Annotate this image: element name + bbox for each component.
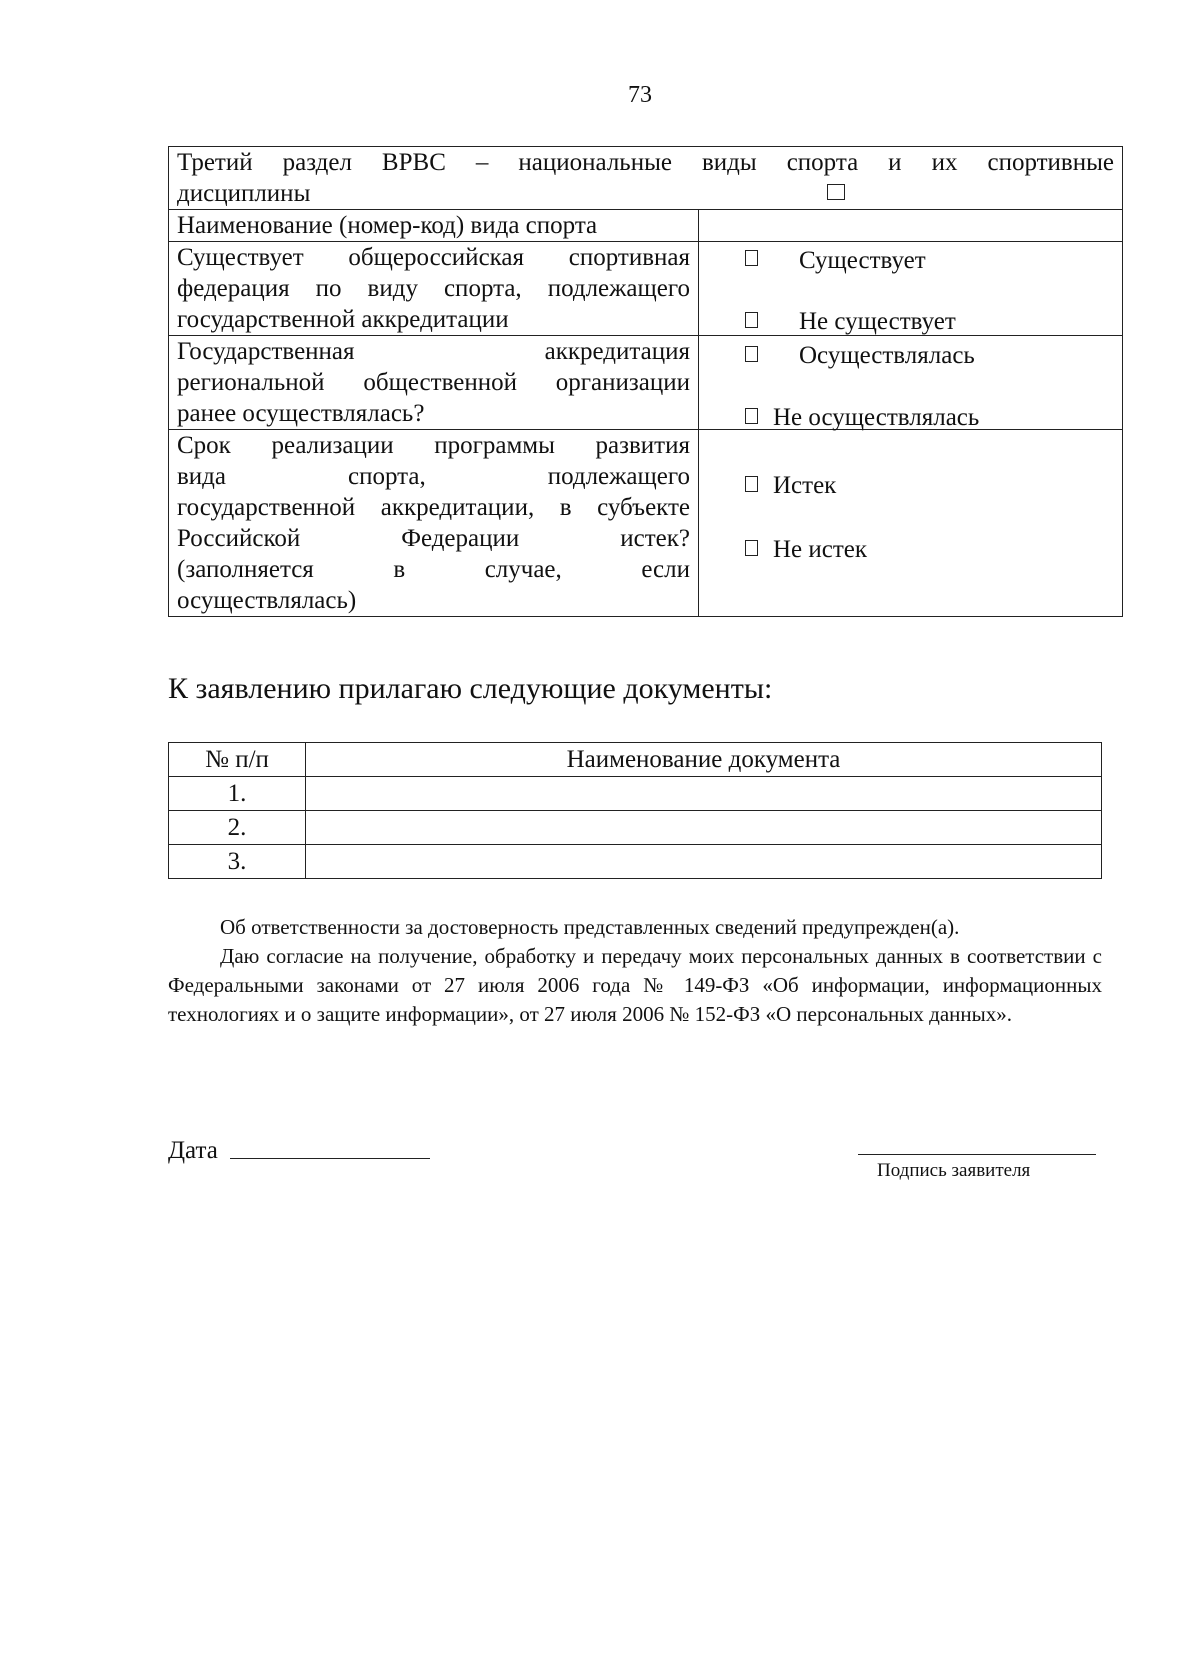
- attachments-heading: К заявлению прилагаю следующие документы:: [168, 672, 773, 705]
- documents-table: [168, 742, 1102, 879]
- table-row: [169, 777, 1102, 811]
- accreditation-not-done-checkbox[interactable]: [745, 408, 758, 424]
- page-number: 73: [628, 82, 652, 108]
- accreditation-question: Государственная аккредитация региональной общественной организации ранее осуществлялась?: [169, 336, 699, 430]
- section-title: [169, 147, 1123, 210]
- accreditation-options: [699, 336, 1123, 430]
- section-title-line2: дисциплины: [177, 180, 311, 207]
- signature-field[interactable]: [858, 1154, 1096, 1155]
- program-expired-label: Истек: [773, 472, 837, 499]
- date-label: Дата: [168, 1137, 218, 1164]
- application-form-table: [168, 146, 1123, 617]
- accreditation-done-checkbox[interactable]: [745, 346, 758, 362]
- col-name-header: Наименование документа: [306, 743, 1102, 777]
- federation-exists-checkbox[interactable]: [745, 250, 758, 266]
- document-name-field[interactable]: [306, 777, 1102, 811]
- col-number-header: № п/п: [169, 743, 306, 777]
- consent-statement: Даю согласие на получение, обработку и передачу моих персональных данных в соответствии с Федеральными законами от 27 июля 2006 года № 149-ФЗ «Об информации, информационных технологиях и о защите информации», от 27 июля 2006 № 152-ФЗ «О персональных данных».: [168, 944, 1102, 1026]
- program-not-expired-label: Не истек: [773, 536, 868, 563]
- program-not-expired-checkbox[interactable]: [745, 540, 758, 556]
- signature-label: Подпись заявителя: [877, 1160, 1031, 1181]
- table-row: [169, 845, 1102, 879]
- row-number: 2.: [169, 811, 306, 845]
- accreditation-done-label: Осуществлялась: [799, 342, 975, 369]
- federation-exists-label: Существует: [799, 247, 926, 274]
- program-expired-checkbox[interactable]: [745, 476, 758, 492]
- federation-question: Существует общероссийская спортивная федерация по виду спорта, подлежащего государственной аккредитации: [169, 242, 699, 336]
- federation-not-exists-checkbox[interactable]: [745, 312, 758, 328]
- section-title-line1: Третий раздел ВРВС – национальные виды спорта и их спортивные: [177, 149, 1114, 176]
- table-row: [169, 811, 1102, 845]
- responsibility-statement: Об ответственности за достоверность представленных сведений предупрежден(а).: [220, 915, 960, 939]
- row-number: 1.: [169, 777, 306, 811]
- statements: [168, 913, 1102, 1029]
- sport-name-field[interactable]: [699, 210, 1123, 242]
- document-name-field[interactable]: [306, 845, 1102, 879]
- program-options: [699, 430, 1123, 617]
- federation-options: [699, 242, 1123, 336]
- section-checkbox[interactable]: [827, 184, 845, 200]
- row-number: 3.: [169, 845, 306, 879]
- program-question: Срок реализации программы развития вида спорта, подлежащего государственной аккредитации, в субъекте Российской Федерации истек? (заполняется в случае, если осуществлялась): [169, 430, 699, 617]
- accreditation-not-done-label: Не осуществлялась: [773, 404, 980, 431]
- date-field[interactable]: [230, 1158, 430, 1159]
- sport-name-label: Наименование (номер-код) вида спорта: [169, 210, 699, 242]
- federation-not-exists-label: Не существует: [799, 308, 956, 335]
- document-name-field[interactable]: [306, 811, 1102, 845]
